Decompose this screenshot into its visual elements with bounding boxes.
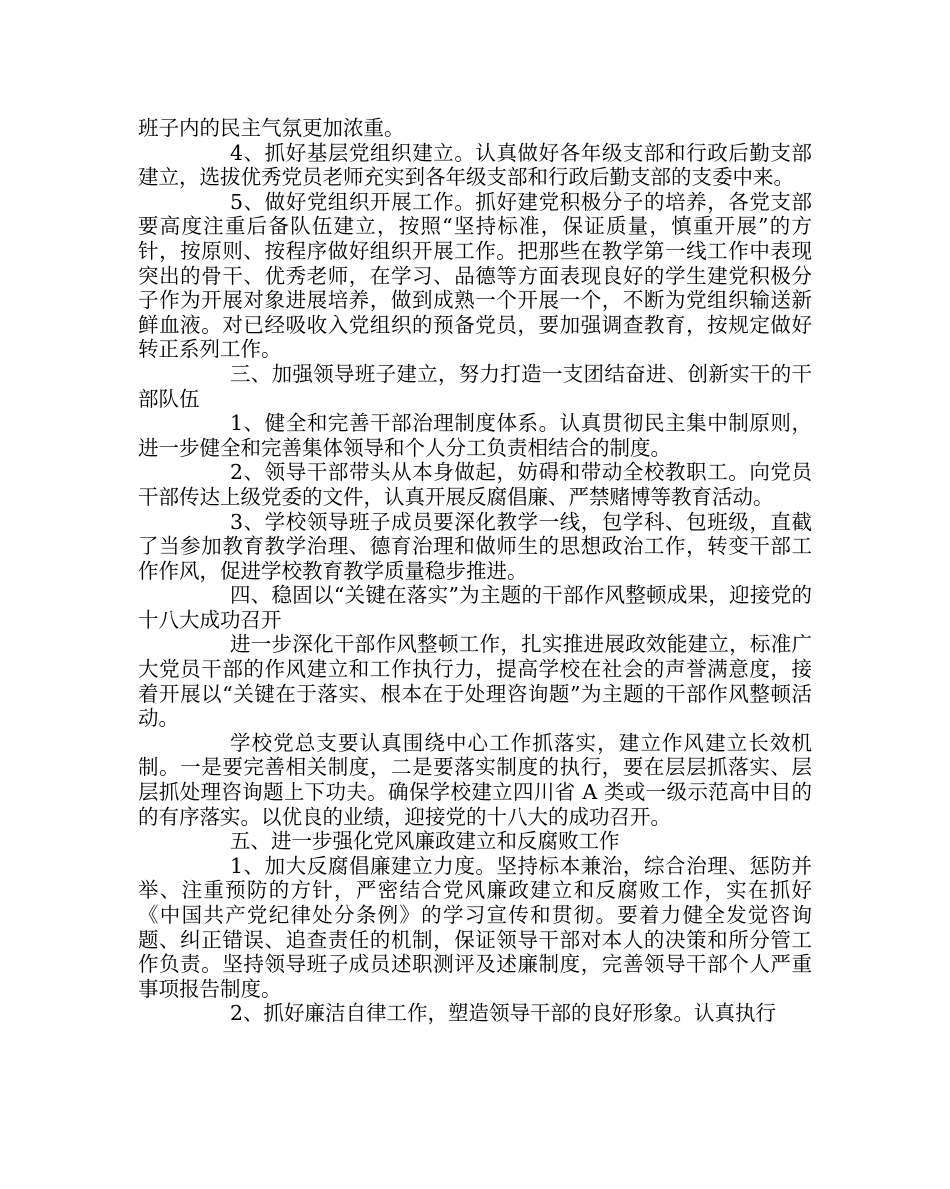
paragraph-3: 5、做好党组织开展工作。抓好建党积极分子的培养，各党支部要高度注重后备队伍建立，按照“坚持标准，保证质量，慎重开展”的方针，按原则、按程序做好组织开展工作。把那些在教学第一线工作中表现突出的骨干、优秀老师，在学习、品德等方面表现良好的学生建党积极分子作为开展对象进展培养，做到成熟一个开展一个，不断为党组织输送新鲜血液。对已经吸收入党组织的预备党员，要加强调查教育，按规定做好转正系列工作。	[138, 189, 812, 362]
section-heading-4: 四、稳固以“关键在落实”为主题的干部作风整顿成果，迎接党的十八大成功召开	[138, 583, 812, 632]
section-heading-3: 三、加强领导班子建立，努力打造一支团结奋进、创新实干的干部队伍	[138, 361, 812, 411]
paragraph-10: 学校党总支要认真围绕中心工作抓落实，建立作风建立长效机制。一是要完善相关制度，二是要落实制度的执行，要在层层抓落实、层层抓处理咨询题上下功夫。确保学校建立四川省 A 类或一级示范高中目的的有序落实。以优良的业绩，迎接党的十八大的成功召开。	[138, 730, 812, 829]
paragraph-9: 进一步深化干部作风整顿工作，扎实推进展政效能建立，标准广大党员干部的作风建立和工作执行力，提高学校在社会的声誉满意度，接着开展以“关键在于落实、根本在于处理咨询题”为主题的干部作风整顿活动。	[138, 632, 812, 731]
paragraph-2: 4、抓好基层党组织建立。认真做好各年级支部和行政后勤支部建立，选拔优秀党员老师充实到各年级支部和行政后勤支部的支委中来。	[138, 140, 812, 190]
document-page	[138, 116, 812, 1026]
paragraph-13: 2、抓好廉洁自律工作，塑造领导干部的良好形象。认真执行	[230, 1001, 777, 1026]
section-heading-5: 五、进一步强化党风廉政建立和反腐败工作	[230, 829, 620, 854]
paragraph-12: 1、加大反腐倡廉建立力度。坚持标本兼治，综合治理、惩防并举、注重预防的方针，严密结合党风廉政建立和反腐败工作，实在抓好《中国共产党纪律处分条例》的学习宣传和贯彻。要着力健全发觉咨询题、纠正错误、追查责任的机制，保证领导干部对本人的决策和所分管工作负责。坚持领导班子成员述职测评及述廉制度，完善领导干部个人严重事项报告制度。	[138, 853, 812, 1001]
paragraph-6: 2、领导干部带头从本身做起，妨碍和带动全校教职工。向党员干部传达上级党委的文件，认真开展反腐倡廉、严禁赌博等教育活动。	[138, 460, 812, 509]
paragraph-7: 3、学校领导班子成员要深化教学一线，包学科、包班级，直截了当参加教育教学治理、德育治理和做师生的思想政治工作，转变干部工作作风，促进学校教育教学质量稳步推进。	[138, 509, 812, 583]
paragraph-1: 班子内的民主气氛更加浓重。	[138, 116, 405, 140]
paragraph-5: 1、健全和完善干部治理制度体系。认真贯彻民主集中制原则，进一步健全和完善集体领导和个人分工负责相结合的制度。	[138, 411, 812, 460]
